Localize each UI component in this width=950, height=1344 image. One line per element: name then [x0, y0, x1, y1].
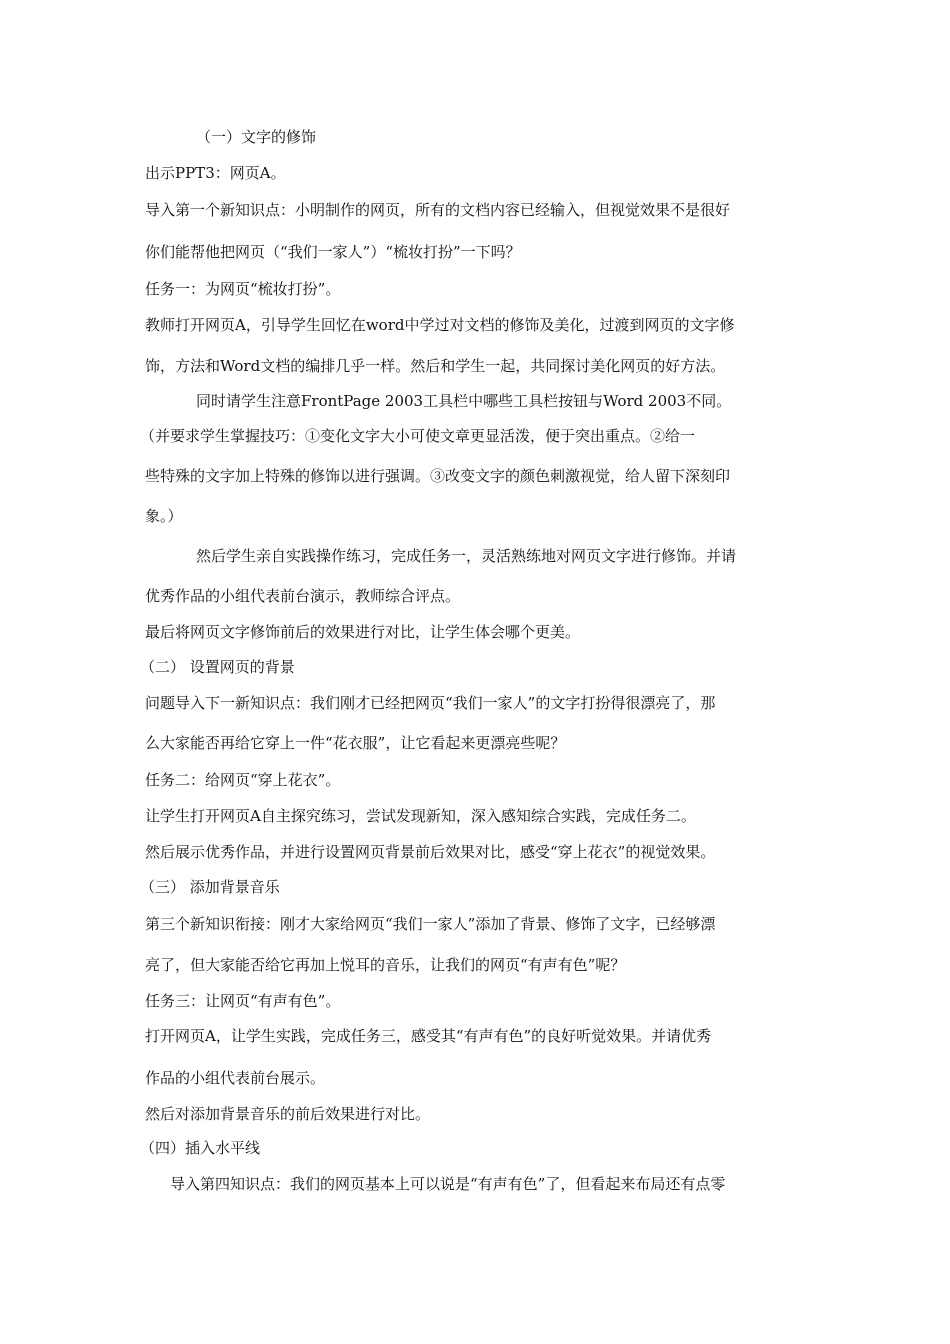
task-line: 任务三：让网页“有声有色”。	[145, 992, 341, 1010]
paragraph-line: 你们能帮他把网页（“我们一家人”）“梳妆打扮”一下吗？	[145, 243, 521, 261]
paragraph-line: 然后展示优秀作品，并进行设置网页背景前后效果对比，感受“穿上花衣”的视觉效果。	[145, 843, 716, 861]
section-heading-1: （一）文字的修饰	[196, 128, 317, 146]
paragraph-line: 打开网页A，让学生实践，完成任务三，感受其“有声有色”的良好听觉效果。并请优秀	[145, 1027, 712, 1045]
paragraph-line: 问题导入下一新知识点：我们刚才已经把网页“我们一家人”的文字打扮得很漂亮了，那	[145, 694, 716, 712]
section-heading-2: （二） 设置网页的背景	[140, 658, 295, 676]
paragraph-line: 然后对添加背景音乐的前后效果进行对比。	[145, 1105, 431, 1123]
paragraph-line: 然后学生亲自实践操作练习，完成任务一，灵活熟练地对网页文字进行修饰。并请	[196, 547, 737, 565]
paragraph-line: 象。）	[145, 507, 183, 525]
section-heading-4: （四）插入水平线	[140, 1139, 261, 1157]
paragraph-line: 么大家能否再给它穿上一件“花衣服”，让它看起来更漂亮些呢？	[145, 734, 566, 752]
paragraph-line: 第三个新知识衔接：刚才大家给网页“我们一家人”添加了背景、修饰了文字，已经够漂	[145, 915, 716, 933]
paragraph-line: 导入第四知识点：我们的网页基本上可以说是“有声有色”了，但看起来布局还有点零	[170, 1175, 726, 1193]
paragraph-line: 作品的小组代表前台展示。	[145, 1069, 326, 1087]
paragraph-line: 最后将网页文字修饰前后的效果进行对比，让学生体会哪个更美。	[145, 623, 581, 641]
paragraph-line: 些特殊的文字加上特殊的修饰以进行强调。③改变文字的颜色刺激视觉，给人留下深刻印	[145, 467, 731, 485]
paragraph-line: 导入第一个新知识点：小明制作的网页，所有的文档内容已经输入，但视觉效果不是很好	[145, 201, 731, 219]
paragraph-line: （并要求学生掌握技巧：①变化文字大小可使文章更显活泼，便于突出重点。②给一	[140, 427, 696, 445]
task-line: 任务一：为网页“梳妆打扮”。	[145, 280, 341, 298]
paragraph-line: 让学生打开网页A自主探究练习，尝试发现新知，深入感知综合实践，完成任务二。	[145, 807, 696, 825]
paragraph-line: 出示PPT3：网页A。	[145, 164, 286, 182]
paragraph-line: 优秀作品的小组代表前台演示，教师综合评点。	[145, 587, 461, 605]
task-line: 任务二：给网页“穿上花衣”。	[145, 771, 341, 789]
paragraph-line: 亮了，但大家能否给它再加上悦耳的音乐，让我们的网页“有声有色”呢？	[145, 956, 626, 974]
paragraph-line: 同时请学生注意FrontPage 2003工具栏中哪些工具栏按钮与Word 2003不同。	[196, 392, 732, 410]
paragraph-line: 饰，方法和Word文档的编排几乎一样。然后和学生一起，共同探讨美化网页的好方法。	[145, 357, 726, 375]
paragraph-line: 教师打开网页A，引导学生回忆在word中学过对文档的修饰及美化，过渡到网页的文字修	[145, 316, 735, 334]
section-heading-3: （三） 添加背景音乐	[140, 878, 280, 896]
